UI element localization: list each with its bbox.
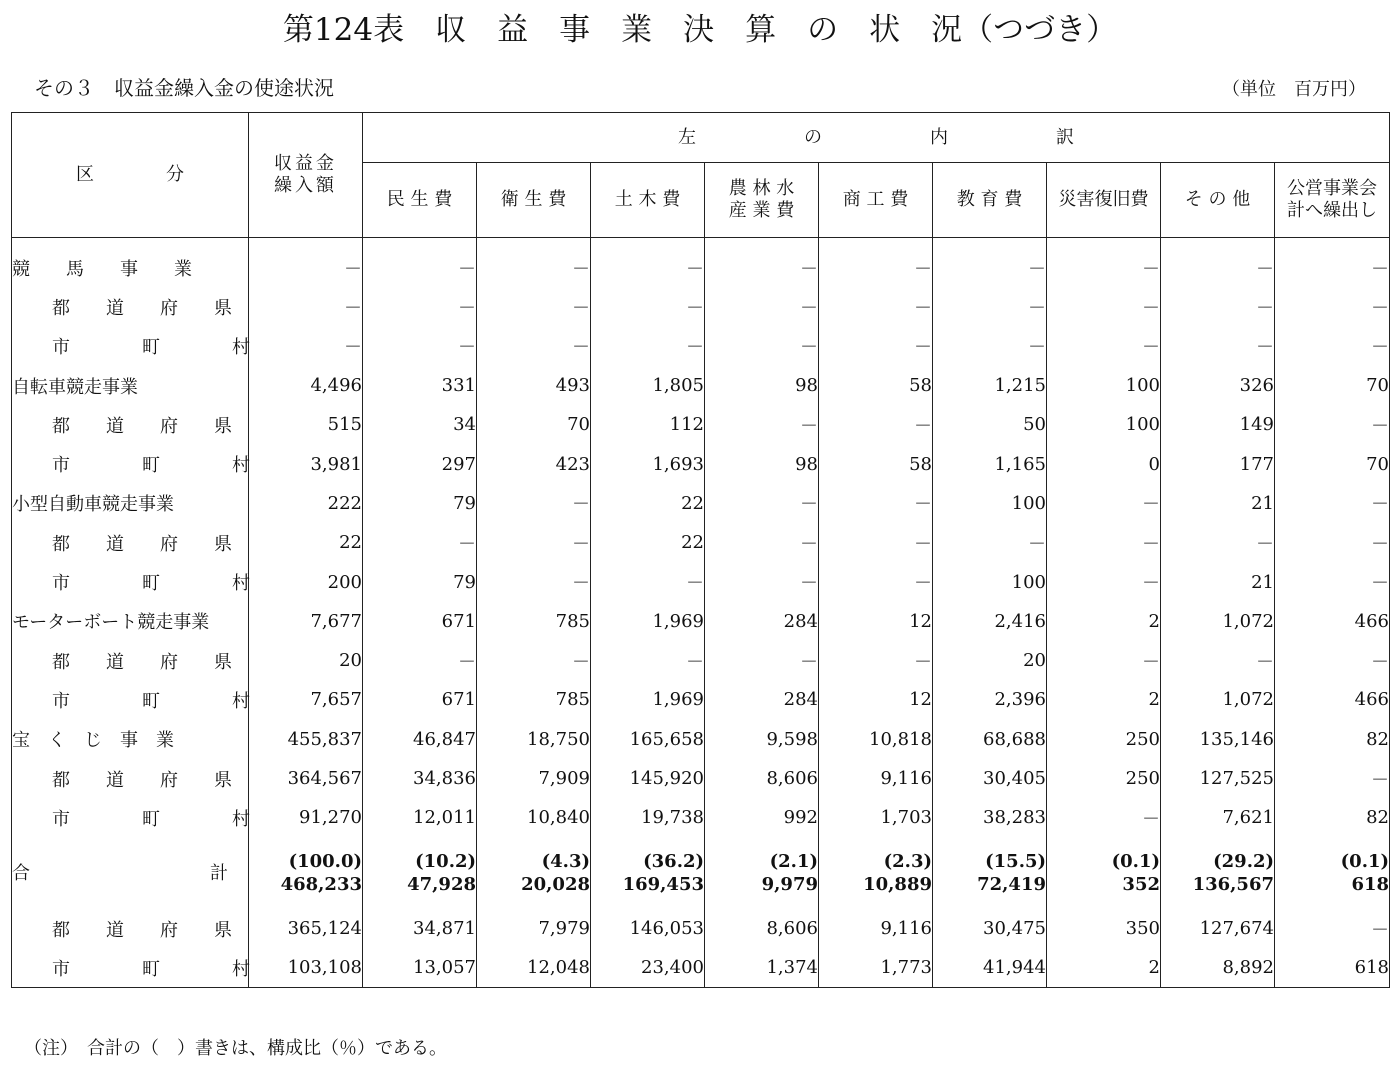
cell-value: － — [1047, 641, 1161, 680]
cell-value: － — [819, 327, 933, 366]
cell-value: － — [1371, 337, 1390, 359]
cell-value: 326 — [1161, 366, 1275, 405]
cell-value: 50 — [933, 405, 1047, 444]
cell-value: 1,773 — [819, 948, 933, 988]
cell-value: 10,818 — [819, 720, 933, 759]
cell-value: － — [1047, 523, 1161, 562]
cell-value: － — [1047, 562, 1161, 601]
table-row — [12, 759, 1390, 798]
table-body — [12, 238, 1390, 988]
cell-value: 12,048 — [477, 948, 591, 988]
cell-value: 82 — [1366, 807, 1390, 829]
cell-value: 12 — [819, 602, 933, 641]
table-row — [12, 602, 1390, 641]
cell-value: － — [1371, 919, 1390, 941]
cell-value: 2 — [1047, 680, 1161, 719]
cell-value: 165,658 — [591, 720, 705, 759]
total-row — [12, 837, 1390, 909]
cell-value: 3,981 — [249, 444, 363, 483]
cell-value: 58 — [819, 366, 933, 405]
cell-value: － — [1161, 523, 1275, 562]
cell-value: － — [819, 641, 933, 680]
cell-value: － — [591, 327, 705, 366]
cell-value: 992 — [705, 798, 819, 837]
total-cell — [1161, 837, 1275, 909]
cell-value: － — [477, 238, 591, 288]
cell-value: 34,836 — [363, 759, 477, 798]
cell-value: 7,979 — [477, 909, 591, 948]
row-label: 都 道 府 県 — [12, 759, 249, 798]
cell-value: 671 — [363, 602, 477, 641]
cell-value: － — [705, 523, 819, 562]
cell-value: 222 — [249, 484, 363, 523]
cell-value: 58 — [819, 444, 933, 483]
cell-value: － — [363, 523, 477, 562]
cell-value: 20 — [249, 641, 363, 680]
cell-value: 466 — [1354, 610, 1390, 632]
table-row — [12, 909, 1390, 948]
cell-value: － — [477, 327, 591, 366]
cell-value: － — [249, 327, 363, 366]
cell-value: － — [1371, 415, 1390, 437]
cell-value: － — [705, 641, 819, 680]
cell-value: 22 — [249, 523, 363, 562]
cell-value: － — [477, 523, 591, 562]
cell-value: 70 — [477, 405, 591, 444]
cell-value: 9,116 — [819, 909, 933, 948]
cell-value: － — [477, 562, 591, 601]
cell-value: － — [1371, 533, 1390, 555]
cell-value: 284 — [705, 680, 819, 719]
cell-value: 98 — [705, 444, 819, 483]
cell-value: 331 — [363, 366, 477, 405]
cell-value: － — [591, 562, 705, 601]
row-label: 市 町 村 — [12, 562, 249, 601]
cell-value: － — [1371, 494, 1390, 516]
table-row — [12, 562, 1390, 601]
cell-value: － — [819, 405, 933, 444]
total-ratio: (36.2) — [643, 851, 704, 873]
cell-value: 284 — [705, 602, 819, 641]
cell-value: 68,688 — [933, 720, 1047, 759]
cell-value: － — [591, 641, 705, 680]
total-value: 47,928 — [407, 874, 476, 896]
cell-value: － — [1371, 258, 1390, 280]
cell-value: 785 — [477, 602, 591, 641]
cell-value: 7,909 — [477, 759, 591, 798]
cell-value: 100 — [933, 562, 1047, 601]
cell-value: 100 — [1047, 366, 1161, 405]
cell-value: 4,496 — [249, 366, 363, 405]
cell-value: 34 — [363, 405, 477, 444]
cell-value: － — [1047, 484, 1161, 523]
cell-value: 1,693 — [591, 444, 705, 483]
cell-value: 1,072 — [1161, 680, 1275, 719]
table-row — [12, 327, 1390, 366]
cell-value: 112 — [591, 405, 705, 444]
cell-value: 2,416 — [933, 602, 1047, 641]
total-cell — [1047, 837, 1161, 909]
cell-value: 41,944 — [933, 948, 1047, 988]
cell-value: － — [1047, 327, 1161, 366]
total-cell — [933, 837, 1047, 909]
cell-value: － — [933, 327, 1047, 366]
cell-value: 671 — [363, 680, 477, 719]
cell-value: 20 — [933, 641, 1047, 680]
cell-value: 250 — [1047, 720, 1161, 759]
cell-value: 145,920 — [591, 759, 705, 798]
table-row — [12, 798, 1390, 837]
cell-value: 350 — [1047, 909, 1161, 948]
table-row — [12, 287, 1390, 326]
total-ratio: (2.1) — [769, 851, 818, 873]
total-cell — [477, 837, 591, 909]
cell-value: 146,053 — [591, 909, 705, 948]
cell-value: － — [477, 484, 591, 523]
cell-value: － — [1371, 651, 1390, 673]
table-row — [12, 366, 1390, 405]
cell-value: 1,072 — [1161, 602, 1275, 641]
row-label: 市 町 村 — [12, 798, 249, 837]
table-subtitle: その３ 収益金繰入金の使途状況 — [34, 76, 334, 100]
cell-value: 19,738 — [591, 798, 705, 837]
cell-value: 515 — [249, 405, 363, 444]
cell-value: － — [1047, 238, 1161, 288]
cell-value: － — [1161, 287, 1275, 326]
cell-value: 365,124 — [249, 909, 363, 948]
cell-value: － — [933, 238, 1047, 288]
cell-value: － — [1371, 573, 1390, 595]
total-cell — [705, 837, 819, 909]
cell-value: 7,677 — [249, 602, 363, 641]
row-label: 自転車競走事業 — [12, 366, 249, 405]
cell-value: 9,116 — [819, 759, 933, 798]
row-label: 都 道 府 県 — [12, 641, 249, 680]
cell-value: 7,657 — [249, 680, 363, 719]
total-ratio: (29.2) — [1213, 851, 1274, 873]
cell-value: 149 — [1161, 405, 1275, 444]
table-row — [12, 720, 1390, 759]
total-ratio: (0.1) — [1340, 851, 1390, 873]
cell-value: － — [363, 287, 477, 326]
total-ratio: (0.1) — [1111, 851, 1160, 873]
cell-value: 79 — [363, 562, 477, 601]
header-col: そ の 他 — [1161, 163, 1275, 238]
cell-value: 100 — [1047, 405, 1161, 444]
total-value: 618 — [1351, 874, 1390, 896]
cell-value: 8,606 — [705, 759, 819, 798]
cell-value: － — [1161, 641, 1275, 680]
cell-value: 200 — [249, 562, 363, 601]
cell-value: 1,703 — [819, 798, 933, 837]
row-label: モーターボート競走事業 — [12, 602, 249, 641]
total-label: 合 計 — [12, 837, 249, 909]
cell-value: 91,270 — [249, 798, 363, 837]
header-col: 災害復旧費 — [1047, 163, 1161, 238]
total-value: 169,453 — [622, 874, 704, 896]
total-ratio: (4.3) — [541, 851, 590, 873]
row-label: 市 町 村 — [12, 680, 249, 719]
cell-value: 0 — [1047, 444, 1161, 483]
table-row — [12, 680, 1390, 719]
cell-value: 46,847 — [363, 720, 477, 759]
cell-value: － — [705, 405, 819, 444]
cell-value: － — [819, 484, 933, 523]
cell-value: 1,969 — [591, 680, 705, 719]
cell-value: 70 — [1366, 375, 1390, 397]
cell-value: － — [363, 327, 477, 366]
cell-value: 466 — [1354, 689, 1390, 711]
total-cell — [1275, 837, 1390, 909]
cell-value: 1,374 — [705, 948, 819, 988]
table-row — [12, 484, 1390, 523]
cell-value: － — [591, 287, 705, 326]
cell-value: 34,871 — [363, 909, 477, 948]
cell-value: 618 — [1354, 957, 1390, 979]
cell-value: － — [1047, 287, 1161, 326]
cell-value: － — [1161, 327, 1275, 366]
cell-value: 70 — [1366, 453, 1390, 475]
cell-value: － — [1371, 769, 1390, 791]
cell-value: 455,837 — [249, 720, 363, 759]
cell-value: 8,606 — [705, 909, 819, 948]
total-ratio: (15.5) — [985, 851, 1046, 873]
cell-value: － — [819, 238, 933, 288]
cell-value: － — [705, 238, 819, 288]
cell-value: 177 — [1161, 444, 1275, 483]
row-label: 宝 く じ 事 業 — [12, 720, 249, 759]
table-row — [12, 948, 1390, 988]
cell-value: － — [933, 523, 1047, 562]
cell-value: － — [1047, 798, 1161, 837]
row-label: 競 馬 事 業 — [12, 238, 249, 288]
cell-value: 493 — [477, 366, 591, 405]
row-label: 市 町 村 — [12, 327, 249, 366]
total-cell — [249, 837, 363, 909]
cell-value: 135,146 — [1161, 720, 1275, 759]
table-row — [12, 444, 1390, 483]
cell-value: 7,621 — [1161, 798, 1275, 837]
cell-value: 423 — [477, 444, 591, 483]
total-value: 10,889 — [863, 874, 932, 896]
header-col: 土 木 費 — [591, 163, 705, 238]
cell-value: 21 — [1161, 484, 1275, 523]
cell-value: 127,674 — [1161, 909, 1275, 948]
cell-value: － — [705, 484, 819, 523]
header-col: 民 生 費 — [363, 163, 477, 238]
cell-value: 100 — [933, 484, 1047, 523]
cell-value: 2 — [1047, 948, 1161, 988]
cell-value: 127,525 — [1161, 759, 1275, 798]
cell-value: － — [933, 287, 1047, 326]
total-value: 72,419 — [977, 874, 1046, 896]
cell-value: 8,892 — [1161, 948, 1275, 988]
total-cell — [819, 837, 933, 909]
row-label: 都 道 府 県 — [12, 287, 249, 326]
cell-value: － — [819, 287, 933, 326]
cell-value: － — [591, 238, 705, 288]
cell-value: 22 — [591, 523, 705, 562]
header-breakdown: 左 の 内 訳 — [363, 113, 1390, 163]
cell-value: 1,165 — [933, 444, 1047, 483]
row-label: 都 道 府 県 — [12, 909, 249, 948]
total-value: 20,028 — [521, 874, 590, 896]
header-col: 商 工 費 — [819, 163, 933, 238]
cell-value: － — [477, 641, 591, 680]
row-label: 小型自動車競走事業 — [12, 484, 249, 523]
header-col: 公営事業会 計へ繰出し — [1275, 163, 1390, 238]
cell-value: － — [1371, 297, 1390, 319]
footnote: （注） 合計の（ ）書きは、構成比（％）である。 — [24, 1038, 447, 1059]
cell-value: 30,475 — [933, 909, 1047, 948]
cell-value: 10,840 — [477, 798, 591, 837]
header-col: 農 林 水 産 業 費 — [705, 163, 819, 238]
table-row — [12, 523, 1390, 562]
cell-value: － — [819, 562, 933, 601]
table-row — [12, 238, 1390, 288]
cell-value: 103,108 — [249, 948, 363, 988]
total-value: 9,979 — [761, 874, 818, 896]
cell-value: 12,011 — [363, 798, 477, 837]
cell-value: 30,405 — [933, 759, 1047, 798]
cell-value: 785 — [477, 680, 591, 719]
cell-value: 2 — [1047, 602, 1161, 641]
cell-value: 2,396 — [933, 680, 1047, 719]
total-ratio: (10.2) — [415, 851, 476, 873]
total-value: 352 — [1122, 874, 1160, 896]
row-label: 都 道 府 県 — [12, 523, 249, 562]
total-value: 468,233 — [280, 874, 362, 896]
cell-value: 79 — [363, 484, 477, 523]
cell-value: 364,567 — [249, 759, 363, 798]
cell-value: － — [249, 238, 363, 288]
cell-value: 98 — [705, 366, 819, 405]
header-col: 衛 生 費 — [477, 163, 591, 238]
total-ratio: (2.3) — [883, 851, 932, 873]
cell-value: 1,215 — [933, 366, 1047, 405]
cell-value: 22 — [591, 484, 705, 523]
cell-value: 1,969 — [591, 602, 705, 641]
row-label: 都 道 府 県 — [12, 405, 249, 444]
cell-value: － — [705, 327, 819, 366]
table-row — [12, 641, 1390, 680]
cell-value: － — [249, 287, 363, 326]
cell-value: 23,400 — [591, 948, 705, 988]
total-ratio: (100.0) — [288, 851, 362, 873]
cell-value: － — [363, 641, 477, 680]
total-cell — [591, 837, 705, 909]
cell-value: 1,805 — [591, 366, 705, 405]
cell-value: 250 — [1047, 759, 1161, 798]
header-category: 区 分 — [12, 113, 249, 238]
cell-value: 297 — [363, 444, 477, 483]
cell-value: 13,057 — [363, 948, 477, 988]
cell-value: － — [819, 523, 933, 562]
cell-value: 21 — [1161, 562, 1275, 601]
cell-value: 82 — [1366, 728, 1390, 750]
cell-value: 9,598 — [705, 720, 819, 759]
cell-value: － — [1161, 238, 1275, 288]
row-label: 市 町 村 — [12, 948, 249, 988]
cell-value: － — [705, 287, 819, 326]
cell-value: － — [363, 238, 477, 288]
total-cell — [363, 837, 477, 909]
cell-value: 18,750 — [477, 720, 591, 759]
cell-value: 38,283 — [933, 798, 1047, 837]
revenue-usage-table — [11, 112, 1390, 988]
header-col: 教 育 費 — [933, 163, 1047, 238]
total-value: 136,567 — [1192, 874, 1274, 896]
unit-label: （単位 百万円） — [1222, 79, 1366, 100]
table-row — [12, 405, 1390, 444]
cell-value: 12 — [819, 680, 933, 719]
cell-value: － — [705, 562, 819, 601]
cell-value: － — [477, 287, 591, 326]
header-total-col: 収益金 繰入額 — [249, 113, 363, 238]
row-label: 市 町 村 — [12, 444, 249, 483]
table-title: 第124表 収 益 事 業 決 算 の 状 況（つづき） — [282, 12, 1118, 48]
